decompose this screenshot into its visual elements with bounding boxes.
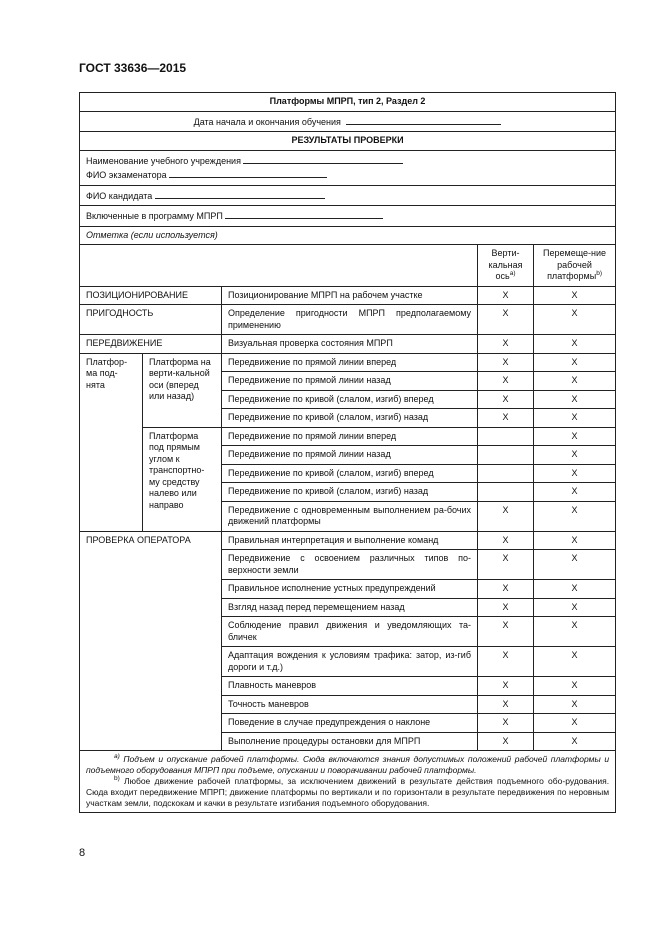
vertical-mark: X <box>478 714 534 733</box>
section-suitability: ПРИГОДНОСТЬ <box>80 305 222 335</box>
candidate-line[interactable] <box>155 189 325 199</box>
training-dates-label: Дата начала и окончания обучения <box>193 116 341 127</box>
task-cell: Передвижение по кривой (слалом, изгиб) назад <box>222 483 478 502</box>
vertical-mark: X <box>478 286 534 305</box>
raised-sub-vertical: Платформа на верти-кальной оси (вперед или назад) <box>143 353 222 427</box>
institution-line[interactable] <box>243 154 403 164</box>
column-header-row <box>80 245 616 287</box>
vertical-mark: X <box>478 531 534 550</box>
raised-sub-perpendicular: Платформа под прямым углом к транспортно-му средству налево или направо <box>143 427 222 531</box>
table-row <box>80 353 616 372</box>
included-row <box>80 206 616 227</box>
title-row <box>80 93 616 112</box>
candidate-field[interactable] <box>80 185 616 206</box>
footnotes-row <box>80 751 616 813</box>
moving-mark: X <box>534 732 616 751</box>
moving-mark: X <box>534 677 616 696</box>
col-vertical-header <box>478 245 534 287</box>
vertical-mark: X <box>478 695 534 714</box>
task-cell: Передвижение по прямой линии назад <box>222 446 478 465</box>
task-cell: Выполнение процедуры остановки для МПРП <box>222 732 478 751</box>
vertical-mark: X <box>478 353 534 372</box>
vertical-mark: X <box>478 677 534 696</box>
moving-mark: X <box>534 372 616 391</box>
footnote-b-text: Любое движение рабочей платформы, за исключением движений в результате действия подъемного обо-рудования. Сюда входит передвижение МПРП; движение платформы по вертикали и по горизонтали в результате передвижения по неровным участкам земли, подскокам и качки в результате изгибания подъемного оборудования. <box>86 776 610 808</box>
section-operator: ПРОВЕРКА ОПЕРАТОРА <box>80 531 222 751</box>
moving-mark: X <box>534 550 616 580</box>
moving-mark: X <box>534 305 616 335</box>
moving-mark: X <box>534 409 616 428</box>
results-heading-row <box>80 132 616 151</box>
footnote-a <box>86 754 609 776</box>
institution-examiner-cell <box>80 150 616 185</box>
moving-mark: X <box>534 647 616 677</box>
vertical-mark: X <box>478 598 534 617</box>
task-cell: Определение пригодности МПРП предполагаемому применению <box>222 305 478 335</box>
col-vertical-note: a) <box>509 270 516 277</box>
mark-label: Отметка (если используется) <box>80 226 616 245</box>
moving-mark: X <box>534 427 616 446</box>
footnotes <box>80 751 616 813</box>
table-row <box>80 286 616 305</box>
moving-mark: X <box>534 580 616 599</box>
header-blank <box>80 245 478 287</box>
included-label: Включенные в программу МПРП <box>86 211 223 221</box>
task-cell: Точность маневров <box>222 695 478 714</box>
vertical-mark: X <box>478 617 534 647</box>
task-cell: Взгляд назад перед перемещением назад <box>222 598 478 617</box>
vertical-mark: X <box>478 550 534 580</box>
mark-row <box>80 226 616 245</box>
candidate-label: ФИО кандидата <box>86 190 153 201</box>
section-positioning: ПОЗИЦИОНИРОВАНИЕ <box>80 286 222 305</box>
moving-mark: X <box>534 446 616 465</box>
vertical-mark: X <box>478 409 534 428</box>
vertical-mark <box>478 446 534 465</box>
task-cell: Передвижение по кривой (слалом, изгиб) вперед <box>222 390 478 409</box>
col-vertical-label: Верти-кальная ось <box>488 248 523 281</box>
dates-row <box>80 111 616 132</box>
col-moving-header <box>534 245 616 287</box>
moving-mark: X <box>534 531 616 550</box>
task-cell: Правильное исполнение устных предупреждений <box>222 580 478 599</box>
moving-mark: X <box>534 598 616 617</box>
vertical-mark: X <box>478 580 534 599</box>
moving-mark: X <box>534 390 616 409</box>
training-dates-field[interactable] <box>80 111 616 132</box>
footnote-b-mark: b) <box>114 775 120 783</box>
task-cell: Плавность маневров <box>222 677 478 696</box>
included-field[interactable] <box>80 206 616 227</box>
examiner-line[interactable] <box>169 168 327 178</box>
table-row <box>80 427 616 446</box>
moving-mark: X <box>534 617 616 647</box>
task-cell: Адаптация вождения к условиям трафика: затор, из-гиб дороги и т.д.) <box>222 647 478 677</box>
page-number: 8 <box>79 847 86 859</box>
vertical-mark: X <box>478 390 534 409</box>
task-cell: Передвижение по прямой линии вперед <box>222 353 478 372</box>
table-row <box>80 305 616 335</box>
examiner-label: ФИО экзаменатора <box>86 169 167 180</box>
candidate-row <box>80 185 616 206</box>
moving-mark: X <box>534 695 616 714</box>
footnote-a-mark: a) <box>114 753 120 761</box>
task-cell: Передвижение по кривой (слалом, изгиб) назад <box>222 409 478 428</box>
exam-form-table <box>79 92 616 813</box>
results-heading: РЕЗУЛЬТАТЫ ПРОВЕРКИ <box>80 132 616 151</box>
task-cell: Соблюдение правил движения и уведомляющих та-бличек <box>222 617 478 647</box>
task-cell: Визуальная проверка состояния МПРП <box>222 335 478 354</box>
form-title: Платформы МПРП, тип 2, Раздел 2 <box>80 93 616 112</box>
task-cell: Поведение в случае предупреждения о наклоне <box>222 714 478 733</box>
included-line[interactable] <box>225 209 383 219</box>
task-cell: Передвижение по прямой линии назад <box>222 372 478 391</box>
section-raised: Платфор-ма под-нята <box>80 353 143 531</box>
moving-mark: X <box>534 464 616 483</box>
table-row <box>80 531 616 550</box>
moving-mark: X <box>534 353 616 372</box>
vertical-mark: X <box>478 372 534 391</box>
vertical-mark <box>478 483 534 502</box>
institution-label: Наименование учебного учреждения <box>86 155 241 166</box>
institution-examiner-row <box>80 150 616 185</box>
moving-mark: X <box>534 714 616 733</box>
moving-mark: X <box>534 501 616 531</box>
training-dates-line[interactable] <box>346 115 501 125</box>
vertical-mark: X <box>478 732 534 751</box>
col-moving-note: b) <box>596 270 602 277</box>
task-cell: Позиционирование МПРП на рабочем участке <box>222 286 478 305</box>
institution-field[interactable] <box>86 154 609 168</box>
moving-mark: X <box>534 483 616 502</box>
task-cell: Передвижение по кривой (слалом, изгиб) вперед <box>222 464 478 483</box>
vertical-mark <box>478 427 534 446</box>
vertical-mark: X <box>478 501 534 531</box>
task-cell: Передвижение с одновременным выполнением ра-бочих движений платформы <box>222 501 478 531</box>
document-code: ГОСТ 33636—2015 <box>79 61 187 75</box>
col-moving-label: Перемеще-ние рабочей платформы <box>543 248 607 281</box>
table-row <box>80 335 616 354</box>
vertical-mark <box>478 464 534 483</box>
vertical-mark: X <box>478 335 534 354</box>
footnote-a-text: Подъем и опускание рабочей платформы. Сюда включаются знания допустимых положений рабочей платформы и подъемного оборудования МПРП при подъеме, опускании и поворачивании рабочей платформы. <box>86 754 610 775</box>
section-travel: ПЕРЕДВИЖЕНИЕ <box>80 335 222 354</box>
task-cell: Передвижение по прямой линии вперед <box>222 427 478 446</box>
moving-mark: X <box>534 286 616 305</box>
footnote-b <box>86 776 609 809</box>
examiner-field[interactable] <box>86 168 609 182</box>
moving-mark: X <box>534 335 616 354</box>
vertical-mark: X <box>478 305 534 335</box>
task-cell: Правильная интерпретация и выполнение команд <box>222 531 478 550</box>
task-cell: Передвижение с освоением различных типов по-верхности земли <box>222 550 478 580</box>
vertical-mark: X <box>478 647 534 677</box>
